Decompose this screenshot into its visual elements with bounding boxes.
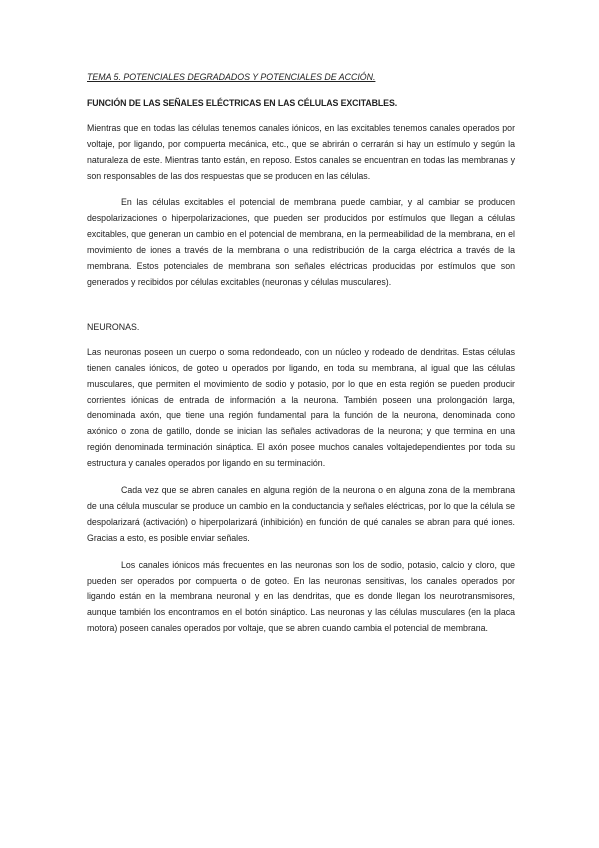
paragraph-intro-2: En las células excitables el potencial de membrana puede cambiar, y al cambiar se producen despolarizaciones o hiperpolarizaciones, que pueden ser producidos por estímulos que llegan a células excitables, que generan un cambio en el potencial de membrana, en la permeabilidad de la membrana, en el movimiento de iones a través de la membrana o una redistribución de la carga eléctrica a través de la membrana. Estos potenciales de membrana son señales eléctricas producidas por estímulos que son generados y recibidos por células excitables (neuronas y células musculares). — [87, 197, 515, 287]
document-subtitle: FUNCIÓN DE LAS SEÑALES ELÉCTRICAS EN LAS CÉLULAS EXCITABLES. — [87, 97, 398, 108]
paragraph-neuronas-1: Las neuronas poseen un cuerpo o soma redondeado, con un núcleo y rodeado de dendritas. Estas células tienen canales iónicos, de goteo u operados por ligando, en toda su membrana, al igual que las células musculares, que permiten el movimiento de sodio y potasio, por lo que en esta región se pueden producir corrientes iónicas de entrada de información a la neurona. También poseen una prolongación larga, denominada axón, que tiene una región fundamental para la función de la neurona, denominada cono axónico o zona de gatillo, donde se inician las señales activadoras de la neurona; y que termina en una región denominada terminación sináptica. El axón posee muchos canales voltajedependientes por toda su estructura y canales operados por ligando en su terminación. — [87, 346, 515, 469]
section-heading-neuronas: NEURONAS. — [87, 321, 140, 332]
paragraph-neuronas-3: Los canales iónicos más frecuentes en las neuronas son los de sodio, potasio, calcio y cloro, que pueden ser operados por compuerta o de goteo. En las neuronas sensitivas, los canales operados por ligando están en la membrana neuronal y en las dendritas, que es donde llegan los neurotransmisores, aunque también los encontramos en el botón sináptico. Las neuronas y las células musculares (en la placa motora) poseen canales operados por voltaje, que se abren cuando cambia el potencial de membrana. — [87, 559, 515, 634]
paragraph-intro-1: Mientras que en todas las células tenemos canales iónicos, en las excitables tenemos canales operados por voltaje, por ligando, por compuerta mecánica, etc., que se abrirán o cerrarán si hay un estímulo y según la naturaleza de este. Mientras tanto están, en reposo. Estos canales se encuentran en todas las membranas y son responsables de las dos respuestas que se producen en las células. — [87, 122, 515, 181]
paragraph-neuronas-2: Cada vez que se abren canales en alguna región de la neurona o en alguna zona de la membrana de una célula muscular se produce un cambio en la conductancia y señales eléctricas, por lo que la célula se despolarizará (activación) o hiperpolarizará (inhibición) en función de qué canales se abran para qué iones. Gracias a esto, es posible enviar señales. — [87, 485, 515, 543]
document-body — [87, 70, 515, 648]
document-title: TEMA 5. POTENCIALES DEGRADADOS Y POTENCIALES DE ACCIÓN. — [87, 72, 376, 82]
